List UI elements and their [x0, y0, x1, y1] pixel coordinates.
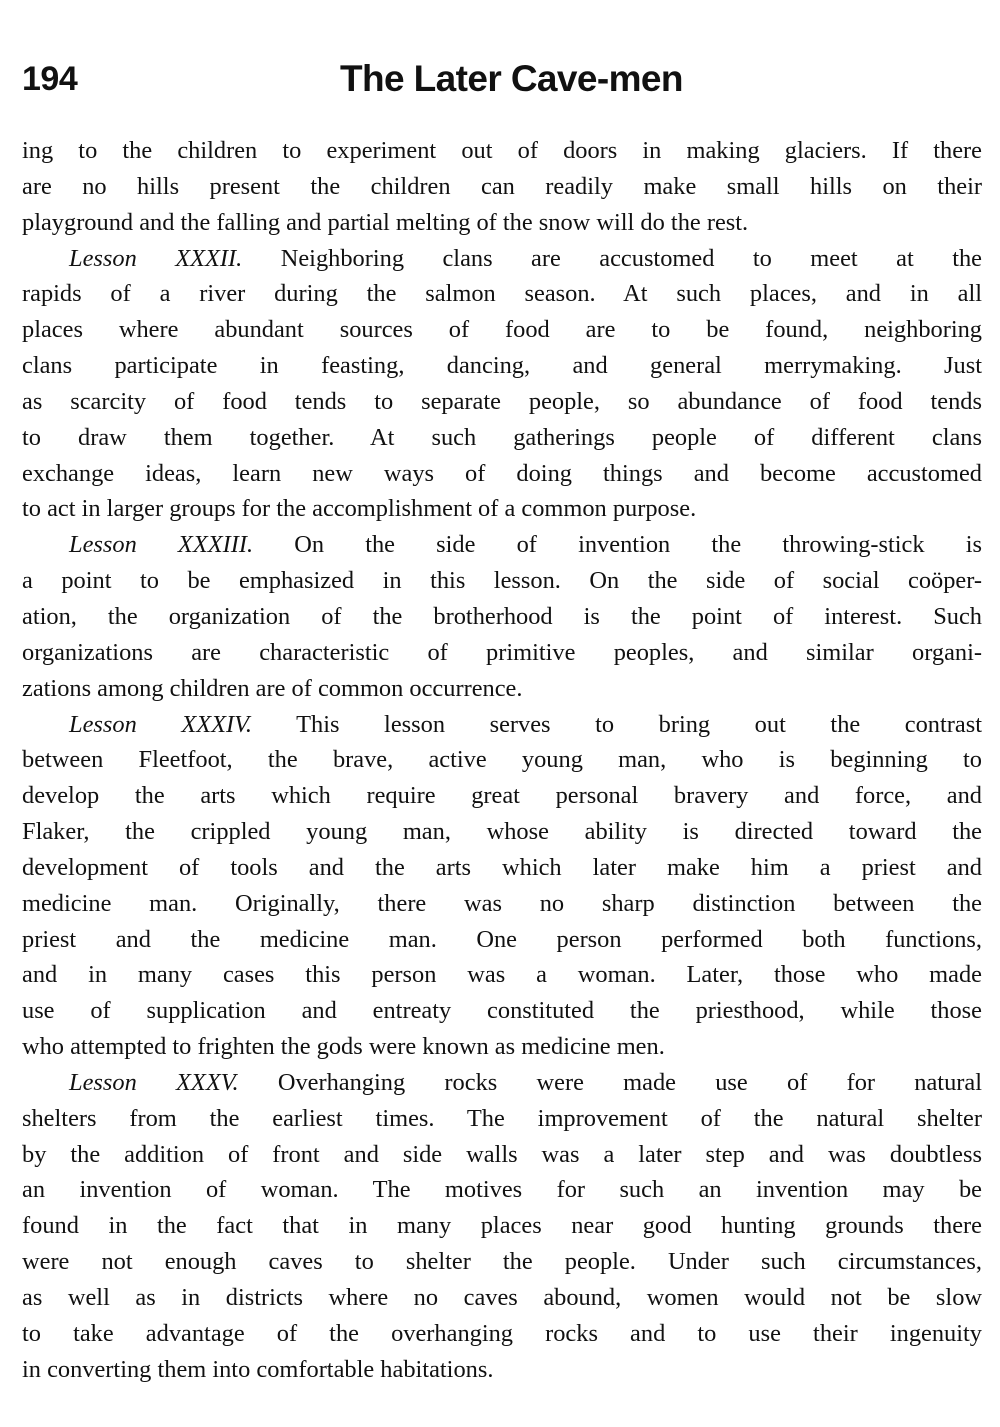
text-line: an invention of woman. The motives for such an invention may be	[22, 1176, 982, 1204]
text-line: playground and the falling and partial melting of the snow will do the rest.	[22, 208, 749, 236]
text-line: by the addition of front and side walls was a later step and was doubtless	[22, 1140, 982, 1168]
book-page	[22, 58, 982, 1388]
body-text	[22, 133, 982, 1388]
text-line: found in the fact that in many places near good hunting grounds there	[22, 1212, 982, 1240]
text-line: shelters from the earliest times. The improvement of the natural shelter	[22, 1104, 982, 1132]
text-line: in converting them into comfortable habitations.	[22, 1355, 494, 1383]
text-line: ation, the organization of the brotherhood is the point of interest. Such	[22, 602, 982, 630]
text-line: Flaker, the crippled young man, whose ability is directed toward the	[22, 818, 982, 846]
text-line: between Fleetfoot, the brave, active young man, who is beginning to	[22, 746, 982, 774]
text-line-content: On the side of invention the throwing-stick is	[253, 531, 983, 559]
paragraph-lesson-xxxii	[22, 241, 982, 528]
lesson-label: Lesson XXXIV.	[69, 710, 252, 738]
text-line: rapids of a river during the salmon season. At such places, and in all	[22, 280, 982, 308]
text-line: and in many cases this person was a woman. Later, those who made	[22, 961, 982, 989]
text-line: use of supplication and entreaty constituted the priesthood, while those	[22, 997, 982, 1025]
text-line: priest and the medicine man. One person performed both functions,	[22, 925, 982, 953]
text-line: ing to the children to experiment out of doors in making glaciers. If there	[22, 137, 982, 164]
text-line: a point to be emphasized in this lesson. On the side of social coöper-	[22, 567, 982, 595]
lesson-label: Lesson XXXII.	[69, 244, 243, 272]
text-line: to take advantage of the overhanging rocks and to use their ingenuity	[22, 1319, 982, 1347]
text-line: were not enough caves to shelter the people. Under such circumstances,	[22, 1248, 982, 1276]
text-line: to act in larger groups for the accomplishment of a common purpose.	[22, 495, 697, 523]
text-line: places where abundant sources of food are to be found, neighboring	[22, 316, 982, 344]
text-line: as well as in districts where no caves abound, women would not be slow	[22, 1284, 982, 1311]
text-line: clans participate in feasting, dancing, and general merrymaking. Just	[22, 352, 982, 380]
text-line	[22, 527, 982, 563]
text-line: medicine man. Originally, there was no sharp distinction between the	[22, 889, 982, 917]
text-line	[22, 241, 982, 277]
page-number: 194	[22, 60, 78, 98]
text-line: development of tools and the arts which later make him a priest and	[22, 853, 982, 881]
paragraph-lesson-xxxiii	[22, 527, 982, 706]
text-line: as scarcity of food tends to separate people, so abundance of food tends	[22, 387, 982, 415]
lesson-label: Lesson XXXV.	[69, 1068, 239, 1096]
text-line: to draw them together. At such gatherings people of different clans	[22, 423, 982, 451]
running-title: The Later Cave-men	[340, 58, 683, 99]
text-line	[22, 707, 982, 743]
paragraph-continuation	[22, 133, 982, 241]
lesson-label: Lesson XXXIII.	[69, 531, 254, 559]
running-head	[22, 58, 982, 102]
text-line	[22, 1065, 982, 1101]
text-line: zations among children are of common occurrence.	[22, 674, 523, 702]
text-line: exchange ideas, learn new ways of doing things and become accustomed	[22, 459, 982, 487]
text-line-content: Overhanging rocks were made use of for natural	[238, 1068, 982, 1096]
paragraph-lesson-xxxiv	[22, 707, 982, 1065]
paragraph-lesson-xxxv	[22, 1065, 982, 1388]
text-line: are no hills present the children can readily make small hills on their	[22, 172, 982, 200]
text-line: develop the arts which require great personal bravery and force, and	[22, 782, 982, 810]
text-line: who attempted to frighten the gods were known as medicine men.	[22, 1033, 665, 1061]
text-line-content: This lesson serves to bring out the contrast	[252, 710, 982, 738]
text-line: organizations are characteristic of primitive peoples, and similar organi-	[22, 638, 982, 666]
text-line-content: Neighboring clans are accustomed to meet at the	[242, 244, 982, 272]
